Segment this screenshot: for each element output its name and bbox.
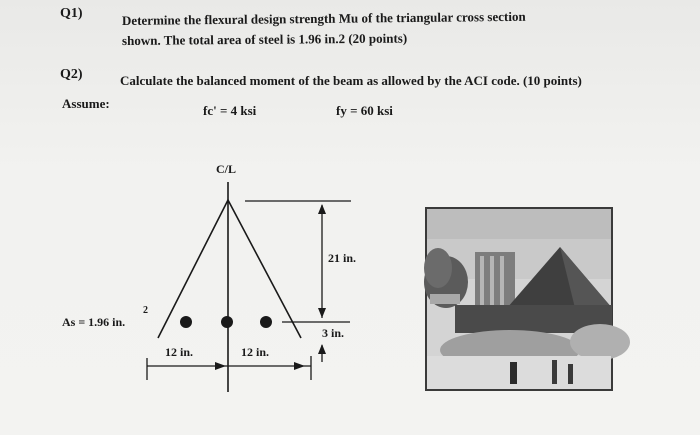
right-width-label: 12 in. (241, 345, 270, 359)
width-arrow-left-segment (215, 362, 226, 370)
height-arrow-top (318, 204, 326, 214)
height-arrow-bottom (318, 308, 326, 318)
q1-number: Q1) (60, 6, 83, 21)
q1-text-line2: shown. The total area of steel is 1.96 in.2 (20 points) (121, 30, 408, 48)
rebar-left (180, 316, 192, 328)
q2-number: Q2) (60, 67, 83, 82)
cover-arrow (318, 344, 326, 354)
cover-label: 3 in. (322, 326, 345, 340)
q1-line1-text: Determine the flexural design strength Mu of the triangular cross section (121, 8, 526, 28)
steel-area-label: As = 1.96 in. (62, 315, 126, 329)
fy-value: fy = 60 ksi (336, 103, 393, 118)
rebar-right (260, 316, 272, 328)
fc-value: fc' = 4 ksi (203, 103, 257, 118)
pyramid-building-photo (424, 208, 630, 390)
width-arrow-right-segment (294, 362, 305, 370)
left-width-label: 12 in. (165, 345, 194, 359)
centerline-label: C/L (216, 162, 237, 176)
steel-area-exponent: 2 (143, 305, 148, 316)
rebar-center (221, 316, 233, 328)
height-label: 21 in. (328, 251, 357, 265)
assume-label: Assume: (62, 96, 110, 111)
q2-text: Calculate the balanced moment of the beam as allowed by the ACI code. (10 points) (120, 73, 582, 88)
